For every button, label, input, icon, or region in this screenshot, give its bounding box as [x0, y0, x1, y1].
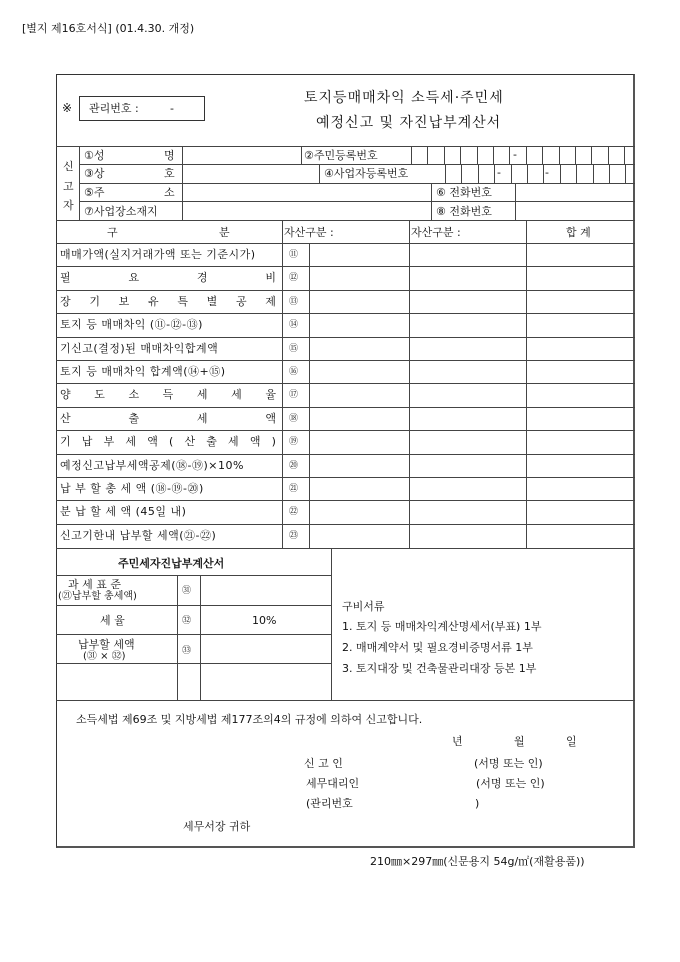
reporter-label: 신 고 인: [304, 757, 343, 770]
digit-cell-divider: [460, 146, 461, 164]
digit-cell-divider: [608, 146, 609, 164]
total-amount-input[interactable]: [527, 408, 634, 429]
asset1-amount-input[interactable]: [310, 478, 408, 499]
calc-row-label-char: 부: [103, 435, 115, 449]
date-year-label: 년: [452, 735, 463, 748]
tax-base-sublabel: (㉑납부할 총세액): [58, 591, 137, 602]
digit-cell-divider: [624, 146, 625, 164]
total-amount-input[interactable]: [527, 384, 634, 405]
calc-row-number: ⑮: [289, 343, 299, 354]
business-number-label: ④사업자등록번호: [324, 167, 409, 180]
calc-row-label: 기신고(결정)된 매매차익합계액: [60, 341, 219, 355]
asset-type-label-2: 자산구분 :: [411, 226, 461, 239]
digit-cell-divider: [526, 146, 527, 164]
form-label: [별지 제16호서식] (01.4.30. 개정): [22, 22, 195, 35]
date-month-label: 월: [514, 735, 525, 748]
agent-label: 세무대리인: [306, 777, 360, 790]
asset2-amount-input[interactable]: [410, 244, 525, 265]
total-amount-input[interactable]: [527, 478, 634, 499]
asset2-amount-input[interactable]: [410, 431, 525, 452]
management-number-box[interactable]: [79, 96, 205, 121]
asset1-amount-input[interactable]: [310, 267, 408, 288]
digit-cell-divider: [461, 164, 462, 183]
calc-row-label-char: 기: [89, 294, 100, 308]
calc-row-number: ㉓: [289, 530, 299, 541]
resident-number-dash: -: [513, 148, 517, 161]
calc-row-label-char: 제: [265, 294, 276, 308]
attachment-item-1: 1. 토지 등 매매차익계산명세서(부표) 1부: [342, 620, 542, 633]
calc-row-label-char: 출: [128, 411, 140, 425]
asset2-amount-input[interactable]: [410, 291, 525, 312]
calc-row-label-char: 유: [147, 294, 159, 308]
calc-row-number: ㉒: [289, 507, 299, 518]
name-label-tail: 명: [164, 149, 175, 162]
asset-type-label-1: 자산구분 :: [284, 226, 334, 239]
asset1-amount-input[interactable]: [310, 244, 408, 265]
total-amount-input[interactable]: [527, 501, 634, 522]
management-number-label: 관리번호 :: [89, 102, 139, 115]
digit-cell-divider: [593, 164, 594, 183]
calc-row-number: ⑱: [289, 413, 299, 424]
phone1-label: ⑥ 전화번호: [436, 186, 492, 199]
payable-tax-input[interactable]: [201, 635, 330, 663]
calc-row-label-char: 율: [265, 388, 276, 402]
asset2-amount-input[interactable]: [410, 314, 525, 335]
calc-row-label-char: 세: [196, 388, 208, 402]
calc-row-number: ⑭: [289, 320, 299, 331]
calc-row-label-char: 액: [249, 435, 261, 449]
phone2-input[interactable]: [516, 202, 634, 219]
calc-row-label: [60, 435, 276, 448]
digit-cell-divider: [494, 164, 495, 183]
digit-cell-divider: [527, 164, 528, 183]
calc-row-label-char: 납: [81, 435, 93, 449]
reporter-signature[interactable]: (서명 또는 인): [474, 757, 543, 770]
column-header-gubun-b: 분: [219, 226, 230, 239]
calc-row-label-char: 세: [228, 435, 239, 449]
trade-name-input[interactable]: [183, 165, 318, 182]
asset1-amount-input[interactable]: [310, 455, 408, 476]
asset2-amount-input[interactable]: [410, 338, 525, 359]
total-amount-input[interactable]: [527, 431, 634, 452]
asset2-amount-input[interactable]: [410, 455, 525, 476]
calc-row-label-char: 소: [128, 388, 140, 402]
declaration-statement: 소득세법 제69조 및 지방세법 제177조의4의 규정에 의하여 신고합니다.: [76, 713, 423, 726]
calc-row-label-char: 액: [265, 411, 276, 425]
name-input[interactable]: [183, 147, 301, 164]
calc-row-label: 토지 등 매매차익 (⑪-⑫-⑬): [60, 318, 203, 332]
digit-cell-divider: [560, 164, 561, 183]
calc-row-number: ⑬: [289, 296, 299, 307]
tax-base-label: 과 세 표 준: [68, 578, 121, 591]
reference-mark-icon: ※: [62, 101, 73, 115]
digit-cell-divider: [559, 146, 560, 164]
calc-row-number: ⑳: [289, 460, 299, 471]
payable-tax-sublabel: (㉛ × ㉜): [83, 651, 126, 662]
total-amount-input[interactable]: [527, 361, 634, 382]
digit-cell-divider: [542, 146, 543, 164]
digit-cell-divider: [511, 164, 512, 183]
total-amount-input[interactable]: [527, 455, 634, 476]
digit-cell-divider: [509, 146, 510, 164]
phone2-label: ⑧ 전화번호: [436, 205, 492, 218]
calc-row-label: 매매가액(실지거래가액 또는 기준시가): [60, 248, 256, 261]
calc-row-number: ⑰: [289, 390, 299, 401]
digit-cell-divider: [427, 146, 428, 164]
attachments-title: 구비서류: [342, 600, 385, 613]
digit-cell-divider: [477, 146, 478, 164]
tax-rate-label: 세 율: [100, 614, 125, 627]
total-amount-input[interactable]: [527, 267, 634, 288]
workplace-label: ⑦사업장소재지: [84, 205, 158, 218]
asset2-amount-input[interactable]: [410, 384, 525, 405]
calc-row-label-char: 특: [177, 294, 188, 308]
business-number-dash2: -: [545, 166, 549, 179]
calc-row-label-char: 보: [118, 294, 130, 308]
calc-row-label-char: 세: [196, 411, 208, 425]
asset1-amount-input[interactable]: [310, 431, 408, 452]
total-amount-input[interactable]: [527, 244, 634, 265]
addressee: 세무서장 귀하: [183, 820, 251, 833]
digit-cell-divider: [625, 164, 626, 183]
trade-name-label-tail: 호: [164, 167, 175, 180]
digit-cell-divider: [591, 146, 592, 164]
calc-row-label-char: 공: [235, 294, 247, 308]
tax-rate-num: ㉜: [182, 616, 192, 626]
form-title-line2: 예정신고 및 자진납부계산서: [316, 115, 502, 131]
asset1-amount-input[interactable]: [310, 291, 408, 312]
agent-number-label: (관리번호: [306, 797, 353, 810]
address-label-num: ⑤주: [84, 186, 105, 199]
calc-row-label: [60, 412, 276, 425]
asset2-amount-input[interactable]: [410, 478, 525, 499]
payable-tax-num: ㉝: [182, 646, 192, 656]
asset1-amount-input[interactable]: [310, 384, 408, 405]
tax-base-input[interactable]: [201, 576, 330, 604]
address-label-tail: 소: [164, 186, 175, 199]
resident-tax-title: 주민세자진납부계산서: [118, 557, 225, 570]
calc-row-label: 신고기한내 납부할 세액(㉑-㉒): [60, 528, 217, 542]
calc-row-label-char: 별: [206, 294, 218, 308]
calc-row-number: ⑯: [289, 367, 299, 377]
reporter-section-label-3: 자: [63, 199, 74, 212]
agent-signature[interactable]: (서명 또는 인): [476, 777, 545, 790]
calc-row-label-char: 산: [60, 411, 71, 425]
calc-row-label: 토지 등 매매차익 합계액(⑭+⑮): [60, 365, 226, 378]
asset1-amount-input[interactable]: [310, 338, 408, 359]
calc-row-number: ⑪: [289, 250, 299, 260]
tax-rate-value: 10%: [252, 614, 277, 627]
total-column-header: 합 계: [566, 226, 591, 239]
attachment-item-2: 2. 매매계약서 및 필요경비증명서류 1부: [342, 641, 533, 654]
asset1-amount-input[interactable]: [310, 408, 408, 429]
address-input[interactable]: [183, 184, 430, 200]
digit-cell-divider: [493, 146, 494, 164]
date-day-label: 일: [566, 735, 577, 748]
asset1-amount-input[interactable]: [310, 314, 408, 335]
digit-cell-divider: [609, 164, 610, 183]
calc-row-label-char: 세: [125, 435, 137, 449]
trade-name-label-num: ③상: [84, 167, 105, 180]
calc-row-label-char: 양: [60, 388, 71, 402]
total-amount-input[interactable]: [527, 338, 634, 359]
asset2-amount-input[interactable]: [410, 361, 525, 382]
calc-row-label: 납 부 할 총 세 액 (⑱-⑲-⑳): [60, 482, 204, 495]
asset1-amount-input[interactable]: [310, 361, 408, 382]
calc-row-label-char: 기: [60, 435, 71, 449]
calc-row-number: ⑲: [289, 437, 299, 448]
asset2-amount-input[interactable]: [410, 501, 525, 522]
calc-row-label-char: 세: [231, 388, 242, 402]
phone1-input[interactable]: [516, 184, 634, 200]
workplace-input[interactable]: [183, 202, 430, 219]
asset2-amount-input[interactable]: [410, 525, 525, 546]
calc-row-label-char: 비: [265, 271, 276, 285]
asset1-amount-input[interactable]: [310, 525, 408, 546]
calc-row-label: [60, 388, 276, 401]
calc-row-label-char: 장: [60, 294, 71, 308]
calc-row-label-char: 도: [94, 388, 105, 402]
calc-row-label-char: 득: [162, 388, 174, 402]
name-label-num: ①성: [84, 149, 105, 162]
asset2-amount-input[interactable]: [410, 408, 525, 429]
calc-row-label-char: 액: [147, 435, 158, 449]
reporter-section-label-2: 고: [63, 180, 74, 193]
calc-row-number: ㉑: [289, 484, 299, 494]
asset1-amount-input[interactable]: [310, 501, 408, 522]
management-number-value: -: [170, 102, 174, 115]
calc-row-label: 예정신고납부세액공제(⑱-⑲)×10%: [60, 458, 244, 472]
calc-row-label-char: 산: [184, 435, 196, 449]
calc-row-label-char: (: [168, 435, 174, 449]
calc-row-label-char: 출: [206, 435, 217, 449]
tax-base-num: ㉛: [182, 586, 192, 596]
total-amount-input[interactable]: [527, 314, 634, 335]
column-header-gubun-a: 구: [107, 226, 118, 239]
digit-cell-divider: [478, 164, 479, 183]
calc-row-number: ⑫: [289, 273, 299, 284]
digit-cell-divider: [576, 164, 577, 183]
calc-row-label-char: 경: [196, 271, 208, 285]
resident-number-label: ②주민등록번호: [304, 149, 378, 162]
asset2-amount-input[interactable]: [410, 267, 525, 288]
digit-cell-divider: [575, 146, 576, 164]
calc-row-label: 분 납 할 세 액 (45일 내): [60, 505, 187, 519]
calc-row-label-char: 필: [60, 271, 71, 285]
attachment-item-3: 3. 토지대장 및 건축물관리대장 등본 1부: [342, 662, 537, 675]
calc-row-label-char: ): [271, 435, 276, 449]
digit-cell-divider: [444, 146, 445, 164]
paper-spec-footer: 210㎜×297㎜(신문용지 54g/㎡(재활용품)): [370, 855, 585, 868]
agent-number-close: ): [475, 797, 480, 810]
total-amount-input[interactable]: [527, 525, 634, 546]
form-title-line1: 토지등매매차익 소득세·주민세: [304, 90, 504, 106]
reporter-section-label-1: 신: [63, 160, 74, 173]
business-number-dash1: -: [497, 166, 501, 179]
total-amount-input[interactable]: [527, 291, 634, 312]
calc-row-label: [60, 295, 276, 308]
calc-row-label-char: 요: [128, 271, 140, 285]
payable-tax-label: 납부할 세액: [78, 638, 135, 651]
calc-row-label: [60, 271, 276, 284]
